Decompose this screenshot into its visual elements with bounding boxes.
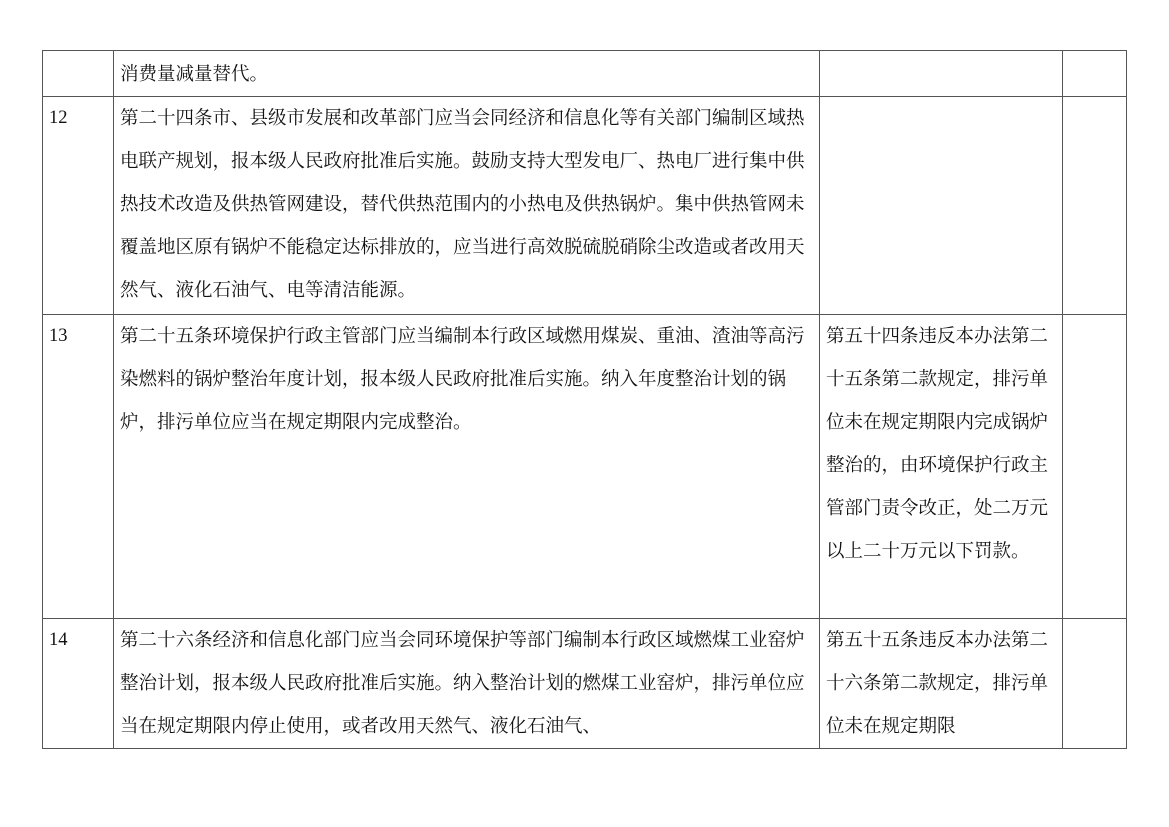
penalty-cell bbox=[820, 51, 1063, 97]
clause-cell: 消费量减量替代。 bbox=[114, 51, 820, 97]
table-row bbox=[43, 315, 1127, 619]
row-number-cell: 14 bbox=[43, 619, 114, 749]
row-number-cell bbox=[43, 51, 114, 97]
penalty-cell bbox=[820, 97, 1063, 315]
penalty-cell: 第五十五条违反本办法第二十六条第二款规定，排污单位未在规定期限 bbox=[820, 619, 1063, 749]
note-cell bbox=[1063, 51, 1127, 97]
row-number-cell: 12 bbox=[43, 97, 114, 315]
regulation-table bbox=[42, 50, 1127, 749]
clause-cell: 第二十四条市、县级市发展和改革部门应当会同经济和信息化等有关部门编制区域热电联产规划，报本级人民政府批准后实施。鼓励支持大型发电厂、热电厂进行集中供热技术改造及供热管网建设，替代供热范围内的小热电及供热锅炉。集中供热管网未覆盖地区原有锅炉不能稳定达标排放的，应当进行高效脱硫脱硝除尘改造或者改用天然气、液化石油气、电等清洁能源。 bbox=[114, 97, 820, 315]
note-cell bbox=[1063, 619, 1127, 749]
table-row bbox=[43, 619, 1127, 749]
note-cell bbox=[1063, 97, 1127, 315]
table-row bbox=[43, 97, 1127, 315]
penalty-cell: 第五十四条违反本办法第二十五条第二款规定，排污单位未在规定期限内完成锅炉整治的，由环境保护行政主管部门责令改正，处二万元以上二十万元以下罚款。 bbox=[820, 315, 1063, 619]
table-row bbox=[43, 51, 1127, 97]
clause-cell: 第二十五条环境保护行政主管部门应当编制本行政区域燃用煤炭、重油、渣油等高污染燃料的锅炉整治年度计划，报本级人民政府批准后实施。纳入年度整治计划的锅炉，排污单位应当在规定期限内完成整治。 bbox=[114, 315, 820, 619]
note-cell bbox=[1063, 315, 1127, 619]
clause-cell: 第二十六条经济和信息化部门应当会同环境保护等部门编制本行政区域燃煤工业窑炉整治计划，报本级人民政府批准后实施。纳入整治计划的燃煤工业窑炉，排污单位应当在规定期限内停止使用，或者改用天然气、液化石油气、 bbox=[114, 619, 820, 749]
row-number-cell: 13 bbox=[43, 315, 114, 619]
